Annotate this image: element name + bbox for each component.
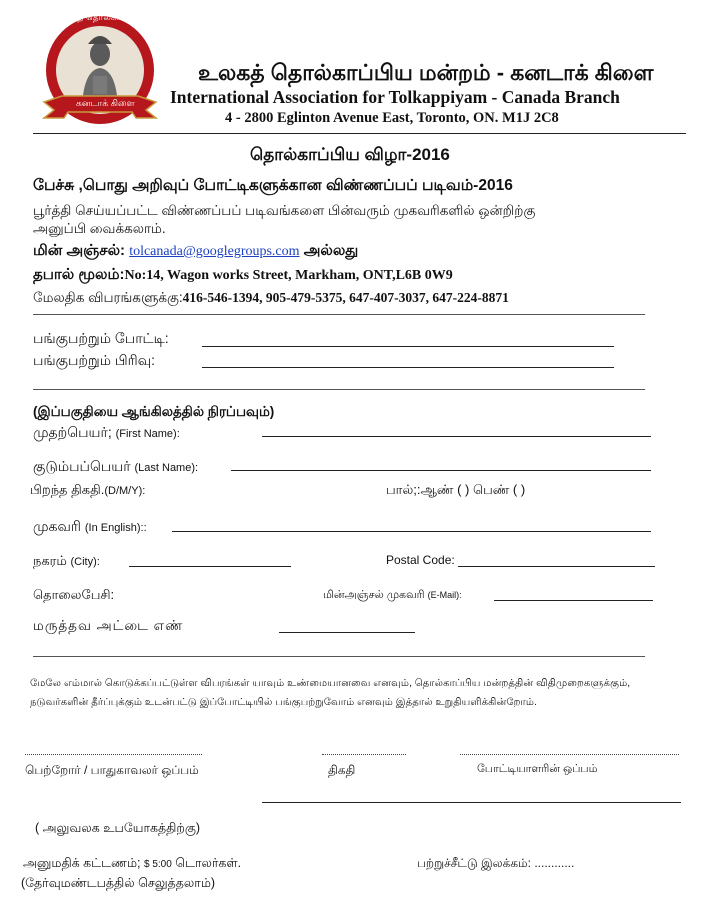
email-field-en: (E-Mail): [427,590,462,600]
medical-card-field[interactable] [279,632,415,633]
parent-signature-label: பெற்றோர் / பாதுகாவலர் ஒப்பம் [25,763,199,777]
email-field[interactable] [494,600,653,601]
dob-label [30,482,145,499]
divider-2 [33,389,645,390]
fee-unit: டொலர்கள். [175,856,242,870]
divider-1 [33,314,645,315]
office-divider [262,802,681,803]
competition-field[interactable] [202,346,614,347]
fee-row [23,856,241,872]
postal-code-label: Postal Code: [386,553,455,567]
divider-3 [33,656,645,657]
more-info-label: மேலதிக விபரங்களுக்கு: [33,290,183,305]
gender-field[interactable]: பால்;:ஆண் ( ) பெண் ( ) [386,482,526,497]
event-title: தொல்காப்பிய விழா-2016 [250,145,450,164]
post-address: No:14, Wagon works Street, Markham, ONT,L6B 0W9 [124,268,453,283]
first-name-label [33,424,180,443]
receipt-row [417,856,574,872]
dob-tamil: பிறந்த திகதி. [30,482,105,497]
phone-numbers: 416-546-1394, 905-479-5375, 647-407-3037, 647-224-8871 [182,290,509,305]
last-name-label [33,458,198,477]
header-title-tamil: உலகத் தொல்காப்பிய மன்றம் - கனடாக் கிளை [198,60,654,85]
association-logo [36,12,176,130]
last-name-field[interactable] [231,470,651,471]
header-title-english: International Association for Tolkappiyam - Canada Branch [170,87,620,107]
declaration-line-2: நடுவர்களின் தீர்ப்புக்கும் உடன்பட்டு இப்போட்டியில் பங்குபற்றுவோம் எனவும் இத்தால் உறுதியளிக்கின்றோம். [30,697,537,708]
event-subtitle: பேச்சு ,பொது அறிவுப் போட்டிகளுக்கான விண்ணப்பப் படிவம்-2016 [33,177,513,194]
email-field-tamil: மின்அஞ்சல் முகவரி [323,589,425,601]
dob-en: (D/M/Y): [104,485,146,497]
post-row [33,266,453,285]
section2-heading: (இப்பகுதியை ஆங்கிலத்தில் நிரப்பவும்) [33,404,275,419]
city-tamil: நகரம் [33,553,67,568]
address-tamil: முகவரி [33,518,81,534]
city-field[interactable] [129,566,291,567]
parent-signature-line[interactable] [25,754,202,755]
first-name-tamil: முதற்பெயர்; [33,424,112,440]
fee-label: அனுமதிக் கட்டணம்; [23,856,141,870]
receipt-field[interactable]: ............ [534,856,575,870]
last-name-en: (Last Name): [134,462,199,474]
participant-signature-label: போட்டியாளரின் ஒப்பம் [477,763,598,775]
email-or: அல்லது [303,242,359,259]
first-name-en: (First Name): [115,428,180,440]
date-signature-line[interactable] [322,754,406,755]
division-field[interactable] [202,367,614,368]
email-link[interactable]: tolcanada@googlegroups.com [129,244,300,259]
participant-signature-line[interactable] [460,754,679,755]
fee-amount: $ 5:00 [143,859,172,870]
email-label: மின் அஞ்சல்: [33,242,126,259]
instruction-line-2: அனுப்பி வைக்கலாம். [33,221,166,236]
receipt-label: பற்றுச்சீட்டு இலக்கம்: [417,856,531,870]
last-name-tamil: குடும்பப்பெயர் [33,458,131,474]
date-label: திகதி [328,763,356,777]
competition-label: பங்குபற்றும் போட்டி: [33,330,169,346]
logo-ribbon-text: கனடாக் கிளை [76,98,135,108]
medical-card-label: மருத்தவ அட்டை எண் [33,618,184,633]
division-label: பங்குபற்றும் பிரிவு: [33,352,155,368]
city-label [33,553,100,570]
first-name-field[interactable] [262,436,651,437]
address-en: (In English):: [84,522,147,534]
phone-label: தொலைபேசி: [33,587,115,602]
header-address: 4 - 2800 Eglinton Avenue East, Toronto, ON. M1J 2C8 [225,110,559,126]
post-label: தபால் மூலம்: [33,266,125,283]
city-en: (City): [70,556,100,568]
declaration-line-1: மேலே எம்மால் கொடுக்கப்பட்டுள்ள விபரங்கள் யாவும் உண்மையானவை எனவும், தொல்காப்பிய மன்றத்தின் விதிமுறைகளுக்கும், [30,678,631,689]
office-heading: ( அலுவலக உபயோகத்திற்கு) [35,821,201,835]
email-field-label [323,589,462,603]
office-note: (தேர்வுமண்டபத்தில் செலுத்தலாம்) [21,876,216,890]
logo-arc-text: உலகத் தொல்காப்பிய மன்றம் [56,12,176,22]
header-divider [33,133,686,134]
instruction-line-1: பூர்த்தி செய்யப்பட்ட விண்ணப்பப் படிவங்களை பின்வரும் முகவரிகளில் ஒன்றிற்கு [33,203,536,218]
address-field[interactable] [172,531,651,532]
email-row [33,242,358,261]
more-info-row [33,290,509,308]
address-label [33,518,147,537]
postal-code-field[interactable] [458,566,655,567]
